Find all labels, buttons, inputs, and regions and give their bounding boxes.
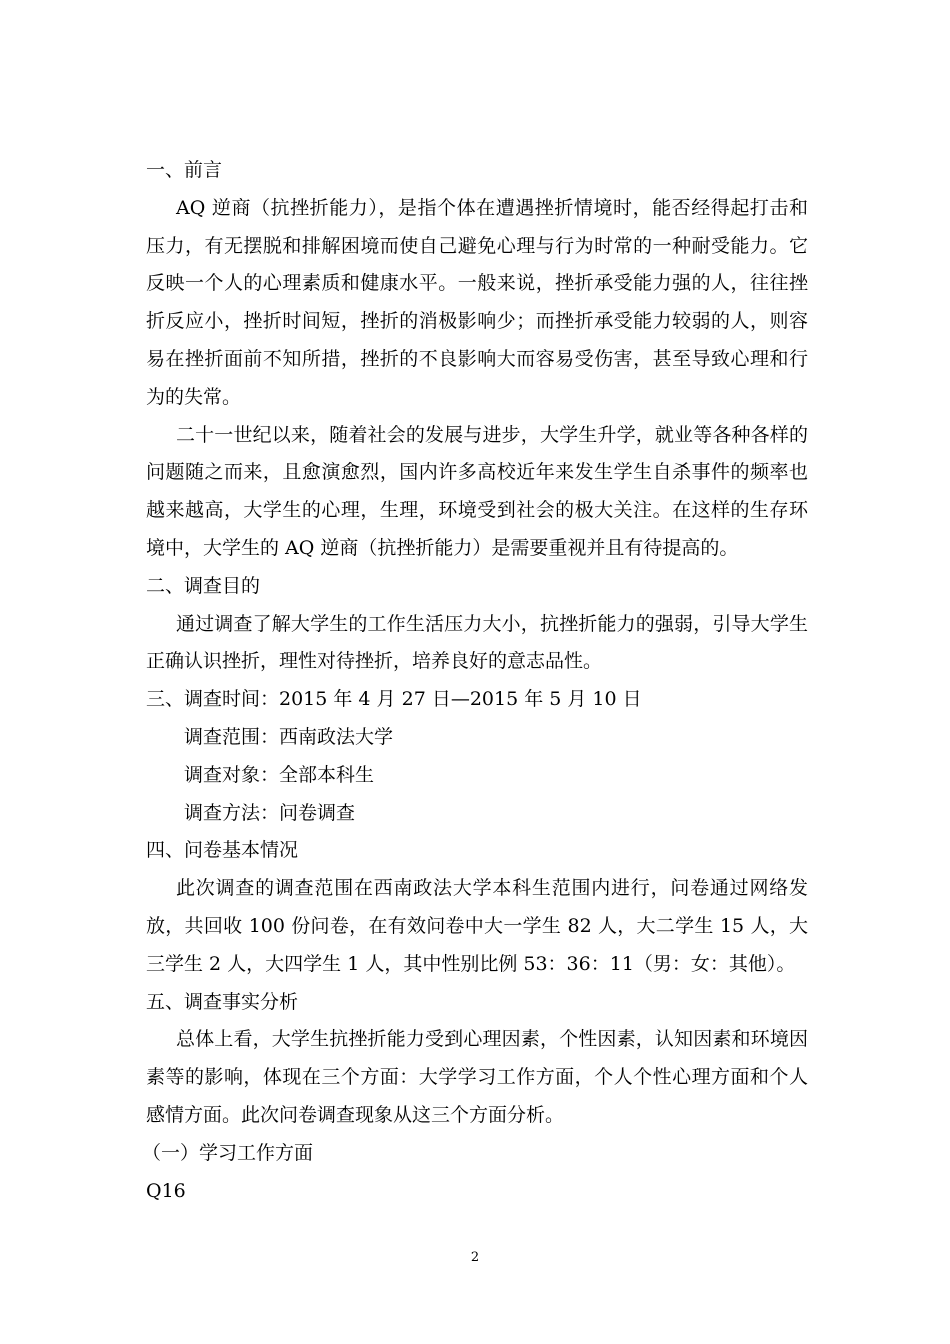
paragraph-background: 二十一世纪以来，随着社会的发展与进步，大学生升学，就业等各种各样的问题随之而来，且愈演愈烈，国内许多高校近年来发生学生自杀事件的频率也越来越高，大学生的心理，生理，环境受到社会的极大关注。在这样的生存环境中，大学生的 AQ 逆商（抗挫折能力）是需要重视并且有待提高的。 xyxy=(146,423,808,559)
paragraph-purpose: 通过调查了解大学生的工作生活压力大小，抗挫折能力的强弱，引导大学生正确认识挫折，理性对待挫折，培养良好的意志品性。 xyxy=(146,612,808,673)
section-heading-purpose: 二、调查目的 xyxy=(146,574,261,597)
section-heading-time: 三、调查时间：2015 年 4 月 27 日—2015 年 5 月 10 日 xyxy=(146,688,642,711)
section-heading-basic: 四、问卷基本情况 xyxy=(146,839,299,862)
paragraph-analysis: 总体上看，大学生抗挫折能力受到心理因素，个性因素，认知因素和环境因素等的影响，体现在三个方面：大学学习工作方面，个人个性心理方面和个人感情方面。此次问卷调查现象从这三个方面分析。 xyxy=(146,1028,808,1126)
survey-method: 调查方法：问卷调查 xyxy=(184,801,356,824)
survey-scope: 调查范围：西南政法大学 xyxy=(184,725,394,748)
sub-heading-study-work: （一）学习工作方面 xyxy=(142,1141,314,1164)
paragraph-basic-info: 此次调查的调查范围在西南政法大学本科生范围内进行，问卷通过网络发放，共回收 100 份问卷，在有效问卷中大一学生 82 人，大二学生 15 人，大三学生 2 人，大四学生 1 人，其中性别比例 53：36：11（男：女：其他）。 xyxy=(146,877,808,975)
paragraph-aq-definition: AQ 逆商（抗挫折能力），是指个体在遭遇挫折情境时，能否经得起打击和压力，有无摆脱和排解困境而使自己避免心理与行为时常的一种耐受能力。它反映一个人的心理素质和健康水平。一般来说，挫折承受能力强的人，往往挫折反应小，挫折时间短，挫折的消极影响少；而挫折承受能力较弱的人，则容易在挫折面前不知所措，挫折的不良影响大而容易受伤害，甚至导致心理和行为的失常。 xyxy=(146,196,808,408)
survey-target: 调查对象：全部本科生 xyxy=(184,763,375,786)
section-heading-preface: 一、前言 xyxy=(146,159,223,181)
page-number: 2 xyxy=(470,1250,480,1265)
section-heading-analysis: 五、调查事实分析 xyxy=(146,990,299,1013)
document-body xyxy=(142,152,808,1210)
question-label: Q16 xyxy=(146,1179,186,1202)
